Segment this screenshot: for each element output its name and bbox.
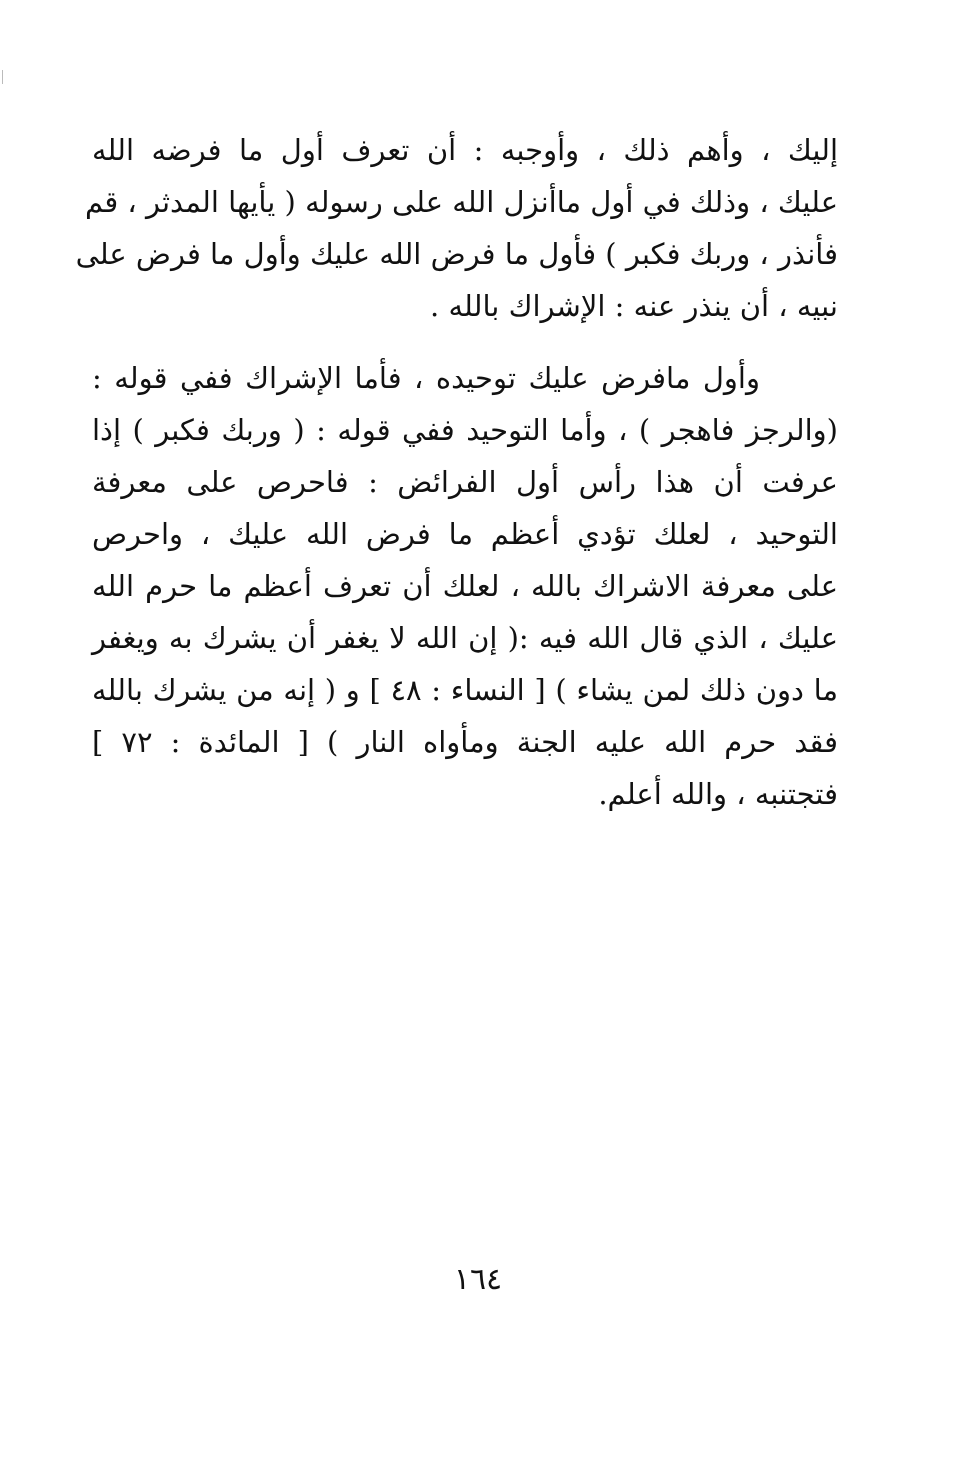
text-line: نبيه ، أن ينذر عنه : الإشراك بالله . xyxy=(430,289,838,323)
text-line: عليك ، وذلك في أول ماأنزل الله على رسوله ( يأيها المدثر ، قم xyxy=(85,185,838,219)
text-line: وأول مافرض عليك توحيده ، فأما الإشراك ففي قوله : xyxy=(92,361,760,395)
text-line: فأنذر ، وربك فكبر ) فأول ما فرض الله عليك وأول ما فرض على xyxy=(75,237,838,271)
paragraph-2 xyxy=(92,352,838,820)
scan-mark xyxy=(2,70,3,84)
page-number: ١٦٤ xyxy=(453,1262,503,1297)
text-line: على معرفة الاشراك بالله ، لعلك أن تعرف أعظم ما حرم الله xyxy=(92,569,838,603)
text-line: عليك ، الذي قال الله فيه :( إن الله لا يغفر أن يشرك به ويغفر xyxy=(92,621,838,655)
text-line: التوحيد ، لعلك تؤدي أعظم ما فرض الله عليك ، واحرص xyxy=(92,517,838,551)
text-line: عرفت أن هذا رأس أول الفرائض : فاحرص على معرفة xyxy=(92,465,838,499)
text-line: إليك ، وأهم ذلك ، وأوجبه : أن تعرف أول ما فرضه الله xyxy=(92,133,838,167)
text-line: فقد حرم الله عليه الجنة ومأواه النار ) [ المائدة : ٧٢ ] xyxy=(92,725,838,759)
text-line: فتجتنبه ، والله أعلم. xyxy=(598,777,838,811)
paragraph-1 xyxy=(75,124,838,332)
text-line: (والرجز فاهجر ) ، وأما التوحيد ففي قوله : ( وربك فكبر ) إذا xyxy=(92,413,838,447)
text-line: ما دون ذلك لمن يشاء ) [ النساء : ٤٨ ] و ( إنه من يشرك بالله xyxy=(92,673,838,707)
